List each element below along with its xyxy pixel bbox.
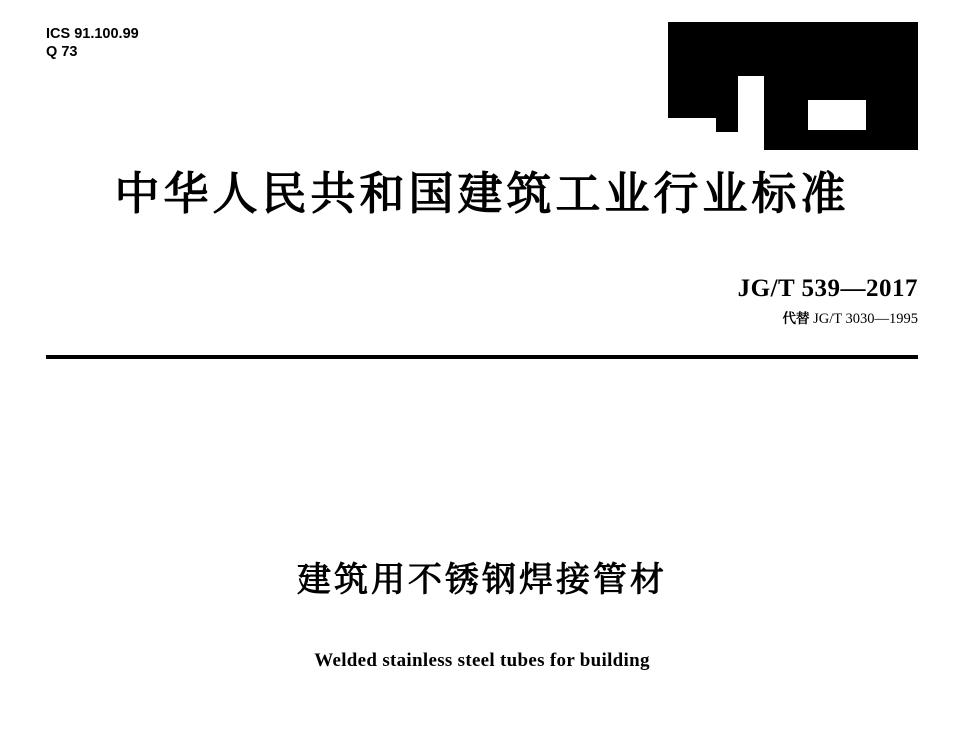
classification-line: [46, 44, 139, 62]
standard-number: JG/T 539—2017: [737, 275, 918, 302]
document-title-en: Welded stainless steel tubes for building: [314, 650, 650, 671]
document-title-cn: 建筑用不锈钢焊接管材: [297, 560, 667, 600]
standard-number-block: [738, 275, 918, 328]
replaces-number: JG/T 3030—1995: [813, 310, 918, 327]
standard-replaces: [738, 307, 918, 328]
page-title: 中华人民共和国建筑工业行业标准: [114, 167, 850, 220]
ics-value: 91.100.99: [74, 26, 139, 42]
ics-label: ICS: [46, 26, 71, 42]
ics-block: [46, 26, 139, 61]
replaces-label: 代替: [782, 310, 810, 327]
classification-label: Q: [46, 43, 58, 60]
ics-line: [46, 26, 139, 44]
divider: [46, 355, 918, 359]
classification-value: 73: [61, 43, 78, 60]
jg-logo-icon: [668, 22, 918, 150]
